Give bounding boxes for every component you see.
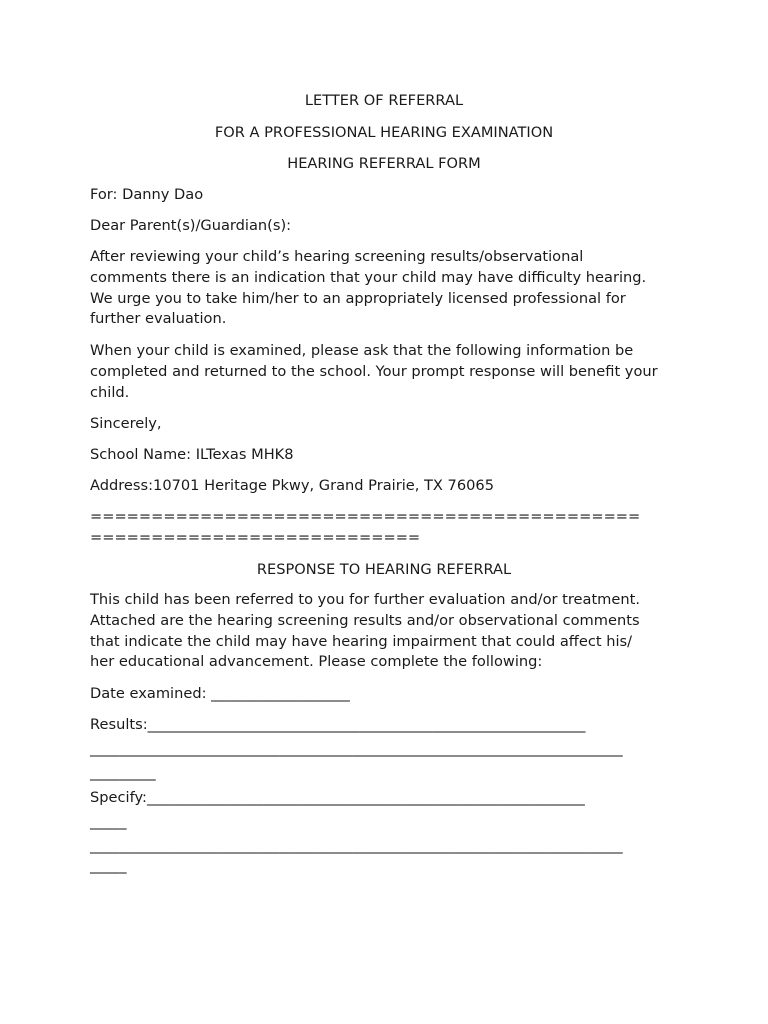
recipient-line: For: Danny Dao	[90, 186, 204, 203]
response-paragraph: This child has been referred to you for further evaluation and/or treatment. Attached are the hearing screening results and/or observational comments that indicate the child may have hearing impairment that could affect his/ her educational advancement. Please complete the following:	[90, 591, 640, 671]
specify-field-line-2: _____	[90, 813, 127, 830]
section-separator: ============================================= ===========================	[90, 508, 641, 546]
form-name: HEARING REFERRAL FORM	[287, 155, 481, 172]
response-heading: RESPONSE TO HEARING REFERRAL	[256, 561, 512, 578]
school-name: School Name: ILTexas MHK8	[90, 446, 294, 463]
greeting: Dear Parent(s)/Guardian(s):	[90, 217, 292, 234]
results-field-line-2: _________________________________________________________________________	[90, 740, 623, 757]
specify-field-line-4: _____	[90, 857, 127, 874]
letter-paragraph-1: After reviewing your child’s hearing screening results/observational comments there is an indication that your child may have difficulty hearing. We urge you to take him/her to an appropriately licensed professional for further evaluation.	[90, 248, 647, 328]
letter-paragraph-2: When your child is examined, please ask that the following information be completed and returned to the school. Your prompt response will benefit your child.	[90, 342, 658, 401]
results-field-line-1: Results:____________________________________________________________	[90, 716, 586, 733]
letter-title: LETTER OF REFERRAL	[304, 92, 464, 109]
results-field-line-3: _________	[90, 764, 156, 781]
specify-field-line-3: _________________________________________________________________________	[90, 837, 623, 854]
closing: Sincerely,	[90, 415, 162, 432]
school-address: Address:10701 Heritage Pkwy, Grand Prairie, TX 76065	[90, 477, 494, 494]
letter-subtitle: FOR A PROFESSIONAL HEARING EXAMINATION	[214, 124, 554, 141]
date-examined-field: Date examined: ___________________	[90, 685, 350, 702]
specify-field-line-1: Specify:____________________________________________________________	[90, 789, 585, 806]
